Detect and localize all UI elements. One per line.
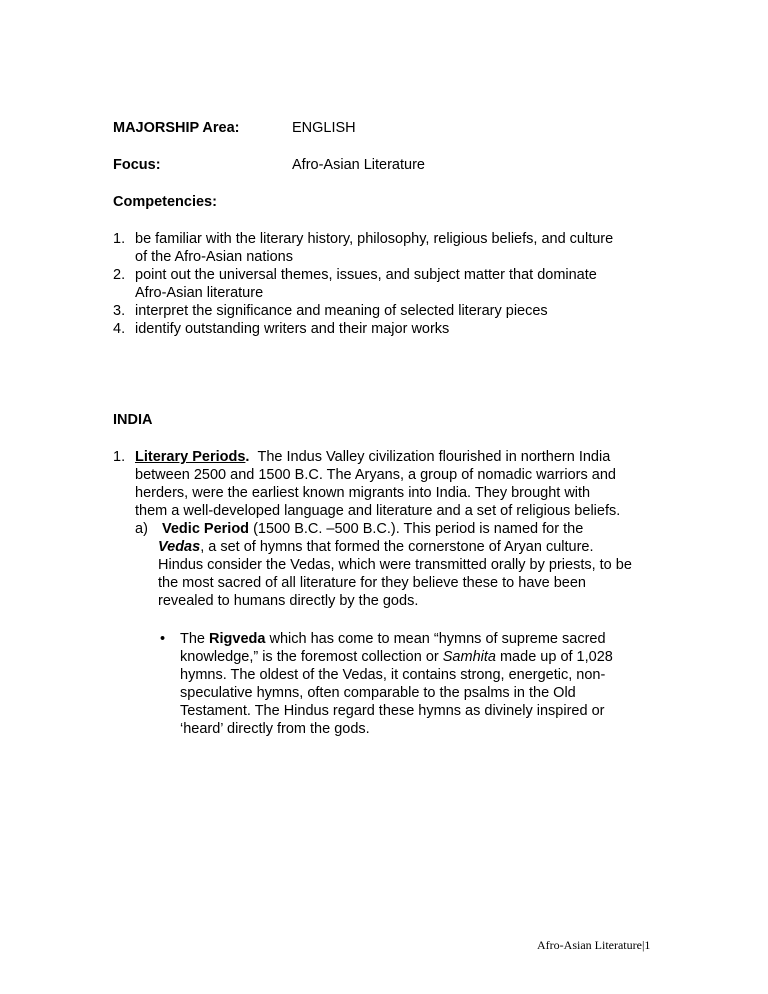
paragraph-line: herders, were the earliest known migrants into India. They brought with bbox=[135, 485, 591, 501]
samhita-term: Samhita bbox=[442, 649, 496, 665]
list-item-text: identify outstanding writers and their major works bbox=[135, 321, 450, 337]
samhita-line bbox=[180, 648, 613, 666]
paragraph-line: revealed to humans directly by the gods. bbox=[158, 593, 419, 609]
bullet-line: speculative hymns, often comparable to the psalms in the Old bbox=[180, 685, 576, 701]
paragraph-line: the most sacred of all literature for they believe these to have been bbox=[158, 575, 586, 591]
paragraph-text: The Indus Valley civilization flourished in northern India bbox=[257, 449, 611, 465]
vedic-period-title: Vedic Period bbox=[162, 521, 250, 537]
paragraph-line: Hindus consider the Vedas, which were transmitted orally by priests, to be bbox=[158, 557, 632, 573]
bullet-text: knowledge,” is the foremost collection or bbox=[180, 649, 443, 665]
literary-periods-title: Literary Periods bbox=[135, 449, 246, 465]
bullet-line: Testament. The Hindus regard these hymns as divinely inspired or bbox=[180, 703, 605, 719]
sub-item-label: a) bbox=[135, 521, 148, 537]
majorship-value: ENGLISH bbox=[292, 120, 356, 136]
vedic-period-line bbox=[162, 520, 583, 538]
bullet-text: made up of 1,028 bbox=[495, 649, 613, 665]
bullet-line: ‘heard’ directly from the gods. bbox=[180, 721, 370, 737]
bullet-line: hymns. The oldest of the Vedas, it contains strong, energetic, non- bbox=[180, 667, 606, 683]
list-item-number: 3. bbox=[113, 303, 126, 319]
paragraph-line: them a well-developed language and literature and a set of religious beliefs. bbox=[135, 503, 621, 519]
list-item-text: be familiar with the literary history, philosophy, religious beliefs, and culture bbox=[135, 231, 614, 247]
list-item-text: of the Afro-Asian nations bbox=[135, 249, 293, 265]
list-item-number: 1. bbox=[113, 231, 126, 247]
section-heading-india: INDIA bbox=[113, 412, 153, 428]
vedas-line bbox=[158, 538, 594, 556]
focus-label: Focus: bbox=[113, 157, 161, 173]
page-footer: Afro-Asian Literature|1 bbox=[537, 938, 651, 952]
list-item-text: Afro-Asian literature bbox=[135, 285, 264, 301]
list-item-number: 2. bbox=[113, 267, 126, 283]
vedas-term: Vedas bbox=[158, 539, 201, 555]
paragraph-line: between 2500 and 1500 B.C. The Aryans, a group of nomadic warriors and bbox=[135, 467, 616, 483]
vedas-text: , a set of hymns that formed the cornerstone of Aryan culture. bbox=[200, 539, 594, 555]
vedic-period-text: (1500 B.C. –500 B.C.). This period is named for the bbox=[249, 521, 584, 537]
paragraph-line bbox=[135, 448, 610, 466]
list-item-text: point out the universal themes, issues, and subject matter that dominate bbox=[135, 267, 597, 283]
bullet-text: which has come to mean “hymns of supreme sacred bbox=[265, 631, 606, 647]
list-item-text: interpret the significance and meaning of selected literary pieces bbox=[135, 303, 548, 319]
focus-value: Afro-Asian Literature bbox=[292, 157, 425, 173]
rigveda-term: Rigveda bbox=[209, 631, 266, 647]
list-item-number: 1. bbox=[113, 449, 126, 465]
bullet-icon: • bbox=[160, 631, 166, 647]
title-period: . bbox=[245, 449, 250, 465]
rigveda-line bbox=[180, 630, 606, 648]
majorship-label: MAJORSHIP Area: bbox=[113, 120, 240, 136]
list-item-number: 4. bbox=[113, 321, 126, 337]
competencies-heading: Competencies: bbox=[113, 194, 217, 210]
bullet-text: The bbox=[180, 631, 205, 647]
